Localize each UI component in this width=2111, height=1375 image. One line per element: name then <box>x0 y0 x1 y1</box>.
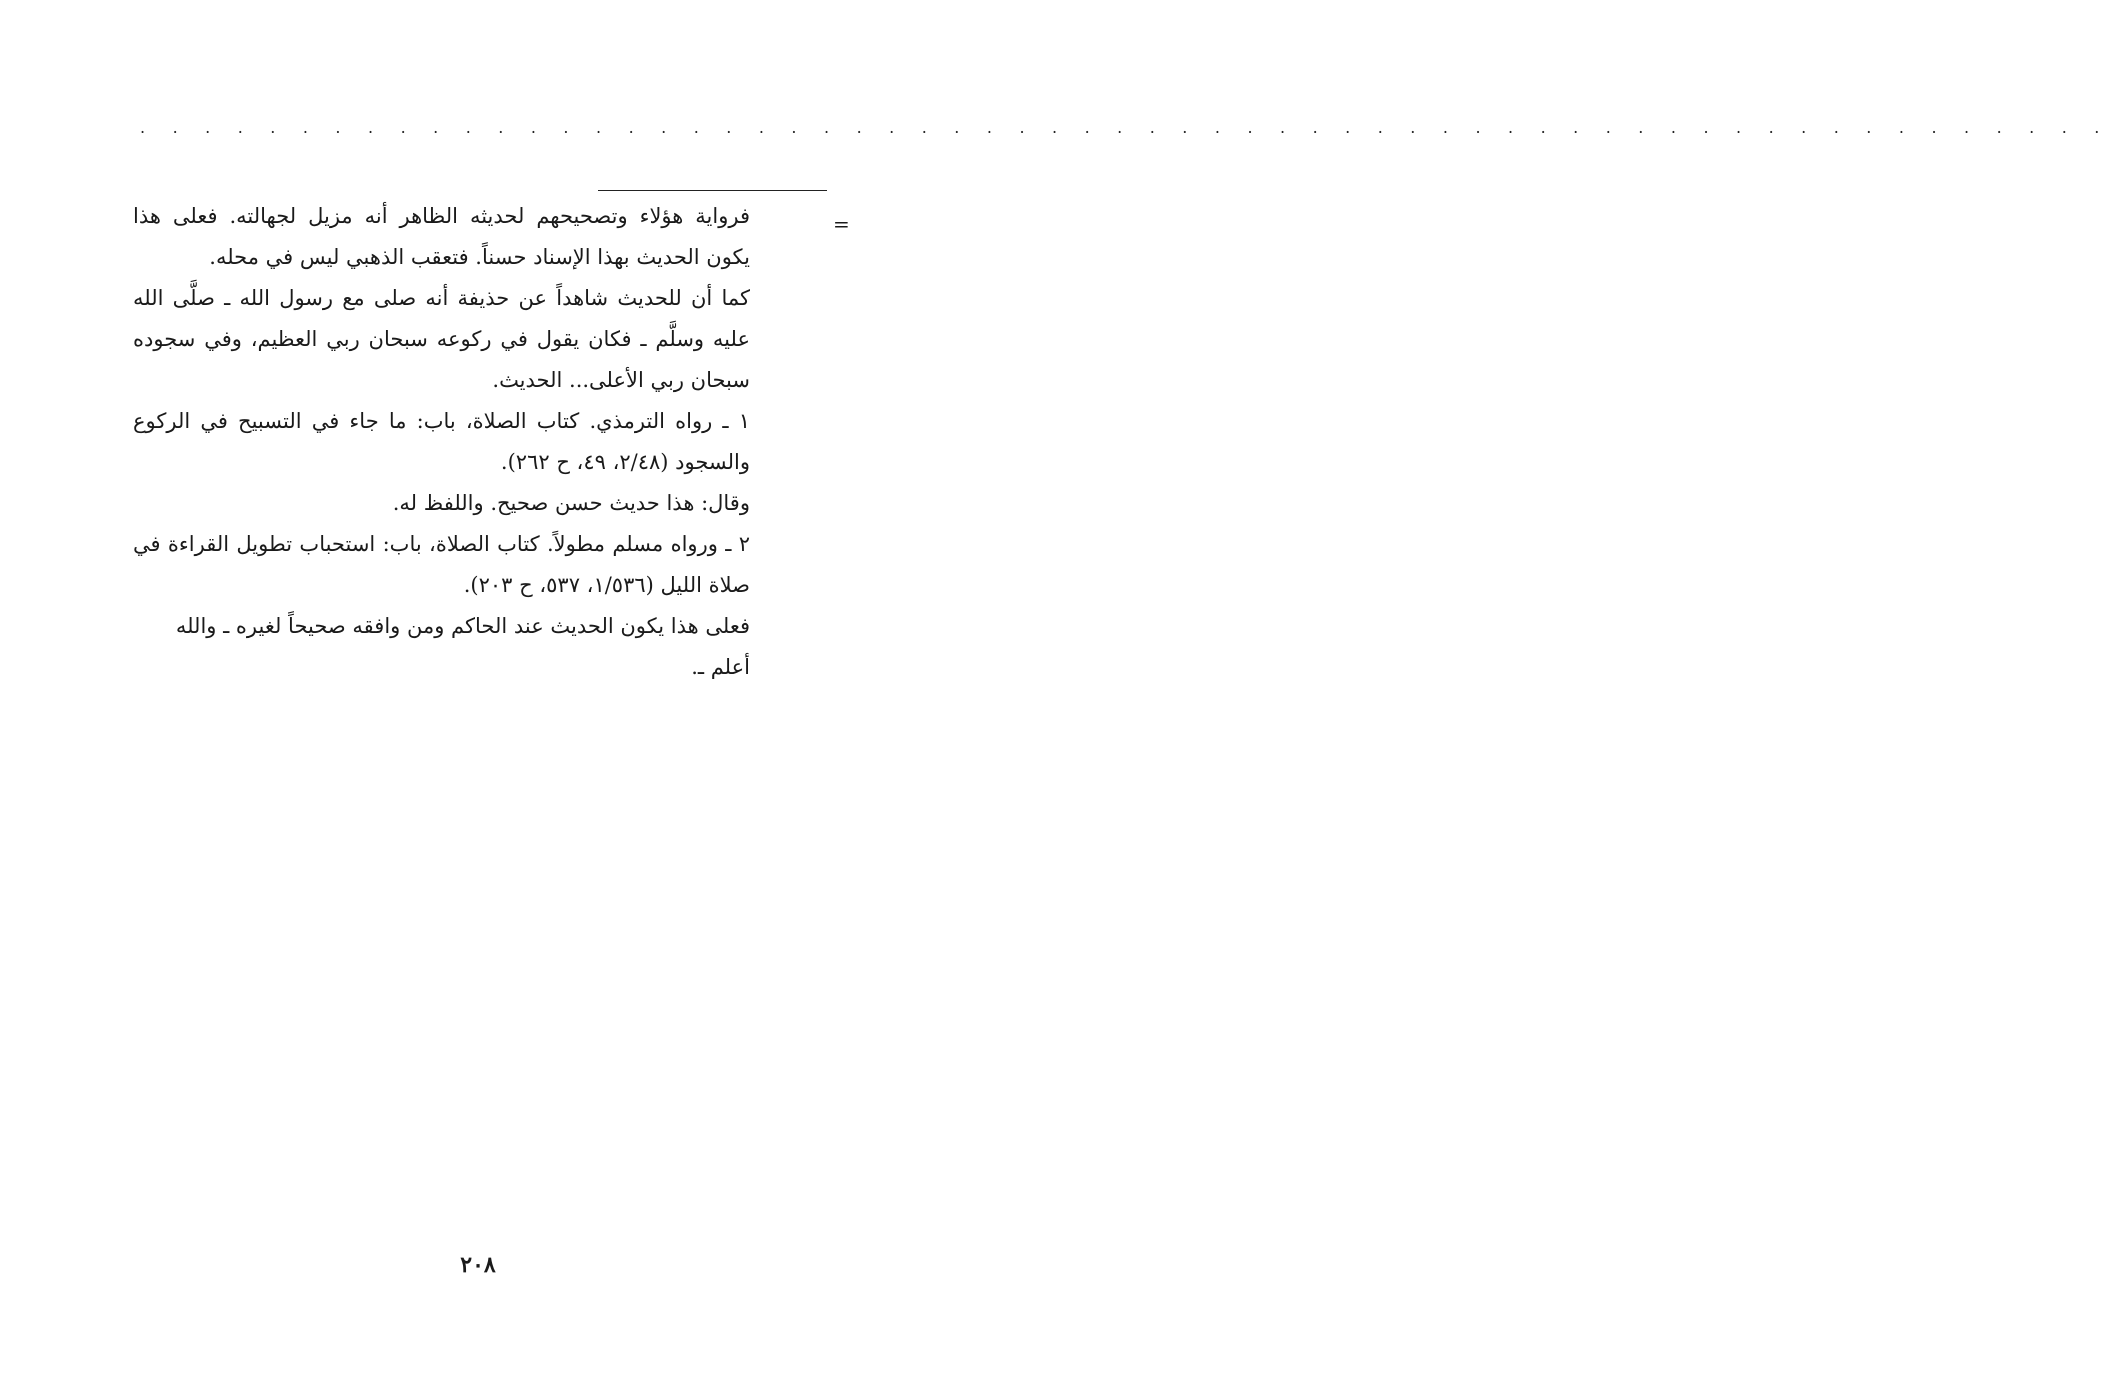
dotted-separator: . . . . . . . . . . . . . . . . . . . . . . . . . . . . . . . . . . . . . . . . . . . . . . . . . . . . . . . . . . . . . <box>140 118 2111 137</box>
paragraph: ٢ ـ ورواه مسلم مطولاً. كتاب الصلاة، باب: استحباب تطويل القراءة في صلاة الليل (١/٥٣٦، ٥٣٧، ح ٢٠٣). <box>133 532 750 597</box>
paragraph: ١ ـ رواه الترمذي. كتاب الصلاة، باب: ما جاء في التسبيح في الركوع والسجود (٢/٤٨، ٤٩، ح ٢٦٢). <box>133 409 750 474</box>
paragraph: فرواية هؤلاء وتصحيحهم لحديثه الظاهر أنه مزيل لجهالته. فعلى هذا يكون الحديث بهذا الإسناد حسناً. فتعقب الذهبي ليس في محله. <box>133 204 750 269</box>
page-number: ٢٠٨ <box>460 1252 496 1278</box>
footnote-text <box>133 196 750 688</box>
paragraph: وقال: هذا حديث حسن صحيح. واللفظ له. <box>392 491 750 515</box>
footnote-rule <box>598 190 827 191</box>
continuation-mark: = <box>833 212 850 236</box>
paragraph: كما أن للحديث شاهداً عن حذيفة أنه صلى مع رسول الله ـ صلَّى الله عليه وسلَّم ـ فكان يقول في ركوعه سبحان ربي العظيم، وفي سجوده سبحان ربي الأعلى... الحديث. <box>133 286 750 392</box>
paragraph: فعلى هذا يكون الحديث عند الحاكم ومن وافقه صحيحاً لغيره ـ والله أعلم ـ. <box>175 614 750 679</box>
